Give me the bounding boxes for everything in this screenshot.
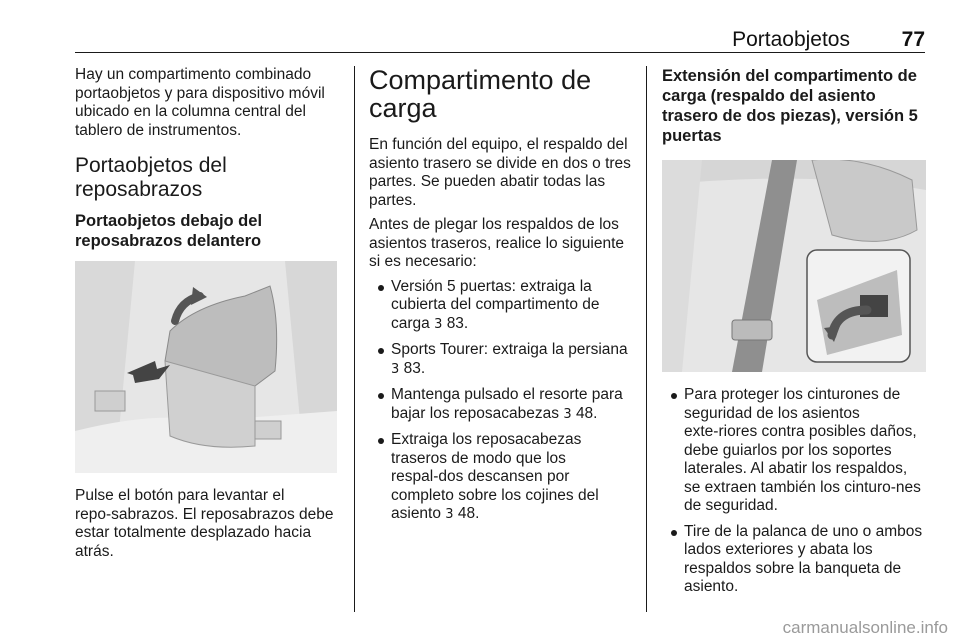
extension-heading: Extensión del compartimento de carga (respaldo del asiento trasero de dos piezas), versión 5 puertas xyxy=(662,67,918,145)
column-divider-left xyxy=(354,66,355,612)
cargo-bullet-list xyxy=(369,278,631,525)
column-3 xyxy=(662,66,926,604)
cargo-paragraph-2: Antes de plegar los respaldos de los asientos traseros, realice lo siguiente si es necesario: xyxy=(369,216,625,270)
seatbelt-illustration xyxy=(662,160,926,372)
page-ref[interactable]: 48. xyxy=(457,505,480,522)
armrest-subheading: Portaobjetos debajo del reposabrazos delantero xyxy=(75,212,263,250)
armrest-caption: Pulse el botón para levantar el repo‑sabrazos. El reposabrazos debe estar totalmente desplazado hacia atrás. xyxy=(75,487,334,560)
armrest-illustration xyxy=(75,261,337,473)
list-item: Para proteger los cinturones de seguridad de los asientos exte‑riores contra posibles daños, debe guiarlos por los soportes laterales. Al abatir los respaldos, se extraen también los cinturo‑nes de seguridad. xyxy=(662,386,926,516)
page-header xyxy=(75,22,925,53)
intro-paragraph: Hay un compartimento combinado portaobjetos y para dispositivo móvil ubicado en la columna central del tablero de instrumentos. xyxy=(75,66,325,139)
cargo-paragraph-1: En función del equipo, el respaldo del asiento trasero se divide en dos o tres partes. Se pueden abatir todas las partes. xyxy=(369,136,631,209)
page-ref-icon: 3 xyxy=(434,316,443,332)
page-number: 77 xyxy=(901,28,925,51)
watermark: carmanualsonline.info xyxy=(782,618,948,637)
list-item: Versión 5 puertas: extraiga la cubierta del compartimento de carga 3 83. xyxy=(369,278,631,335)
page-ref-icon: 3 xyxy=(445,507,454,522)
cargo-heading: Compartimento de carga xyxy=(369,65,592,123)
page-ref[interactable]: 83. xyxy=(403,359,426,377)
list-item: Tire de la palanca de uno o ambos lados exteriores y abata los respaldos sobre la banqueta de asiento. xyxy=(662,523,926,597)
list-item: Mantenga pulsado el resorte para bajar los reposacabezas 3 48. xyxy=(369,386,631,424)
page-ref[interactable]: 83. xyxy=(446,314,469,332)
list-item: Extraiga los reposacabezas traseros de modo que los respal‑dos descansen por completo sobre los cojines del asiento 3 48. xyxy=(369,431,631,525)
page-ref[interactable]: 48. xyxy=(575,404,598,422)
column-2 xyxy=(369,66,631,532)
column-1 xyxy=(75,66,337,567)
page-ref-icon: 3 xyxy=(391,361,400,377)
page-ref-icon: 3 xyxy=(563,406,572,422)
extension-bullet-list xyxy=(662,386,926,597)
list-item: Sports Tourer: extraiga la persiana 3 83. xyxy=(369,341,631,379)
section-title: Portaobjetos xyxy=(732,28,850,51)
column-divider-right xyxy=(646,66,647,612)
armrest-heading: Portaobjetos del reposabrazos xyxy=(75,154,227,201)
